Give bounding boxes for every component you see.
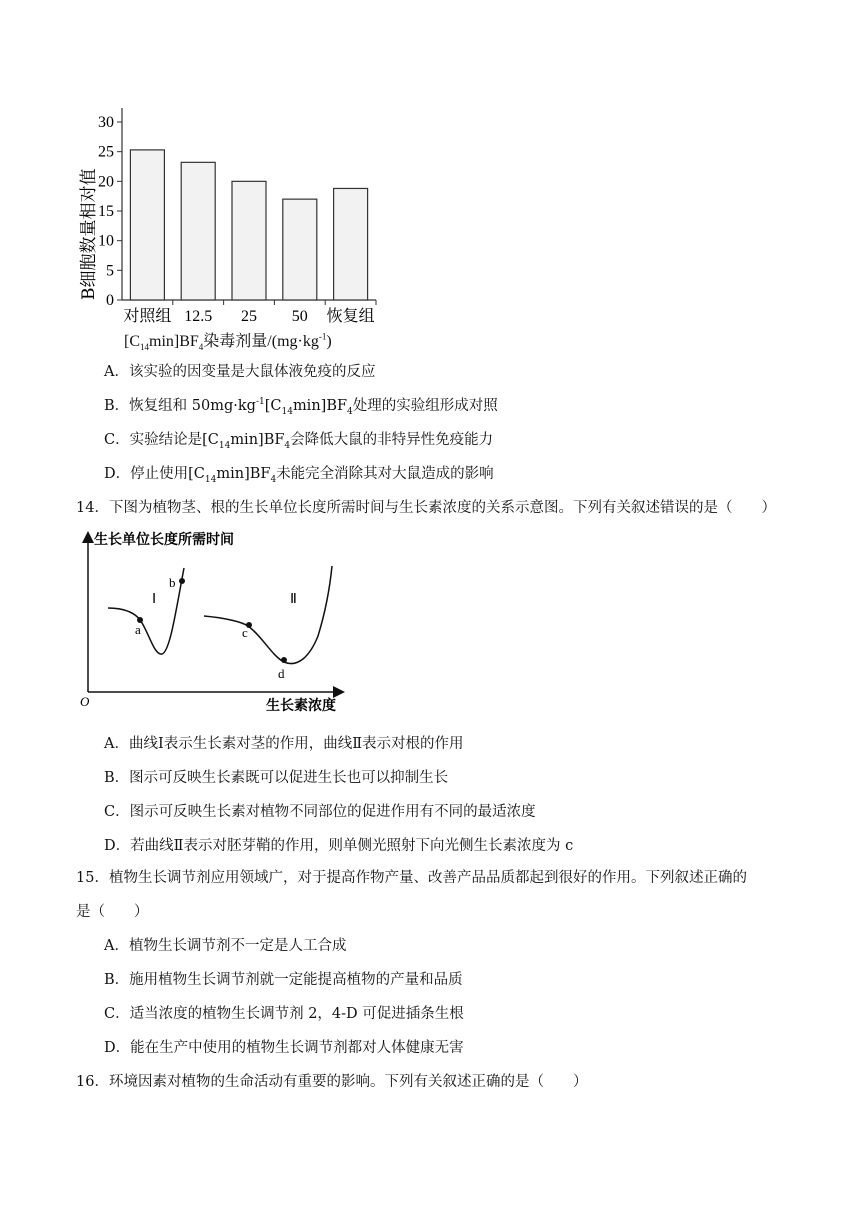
graph-y-label: 生长单位长度所需时间 xyxy=(94,532,234,548)
curve-2 xyxy=(204,566,332,664)
x-tick-label: 25 xyxy=(241,308,257,325)
point-d-dot xyxy=(281,657,287,663)
x-tick-label: 对照组 xyxy=(123,308,172,325)
q13-option-b: B．恢复组和 $50mg\cdot kg^{-1}[C_{14}\min]BF_4$处理的实验组形成对照 xyxy=(104,397,498,417)
q14-option-b: B．图示可反映生长素既可以促进生长也可以抑制生长 xyxy=(104,770,449,786)
point-c-label: c xyxy=(242,625,248,640)
graph-x-label: 生长素浓度 xyxy=(266,698,336,714)
point-b-dot xyxy=(179,578,185,584)
q14-stem: 14．下图为植物茎、根的生长单位长度所需时间与生长素浓度的关系示意图。下列有关叙述错误的是（ ） xyxy=(76,500,776,516)
graph-origin: O xyxy=(80,694,90,709)
x-tick-label: 12.5 xyxy=(184,308,213,325)
point-b-label: b xyxy=(169,575,176,590)
q14-option-c: C．图示可反映生长素对植物不同部位的促进作用有不同的最适浓度 xyxy=(104,804,536,820)
growth-graph xyxy=(76,526,356,718)
bar xyxy=(130,150,164,300)
q14-option-a: A．曲线Ⅰ表示生长素对茎的作用，曲线Ⅱ表示对根的作用 xyxy=(104,736,464,752)
curve-2-label: Ⅱ xyxy=(290,592,297,607)
q13-option-c: C．实验结论是$[C_{14}\min]BF_4$会降低大鼠的非特异性免疫能力 xyxy=(104,432,494,451)
q13-option-d: D．停止使用$[C_{14}\min]BF_4$未能完全消除其对大鼠造成的影响 xyxy=(104,466,494,485)
y-tick-label: 25 xyxy=(98,143,114,161)
y-axis-label: B细胞数量相对值 xyxy=(79,168,99,300)
x-tick-label: 50 xyxy=(291,308,308,325)
y-tick-label: 15 xyxy=(98,203,114,220)
growth-graph-svg xyxy=(76,526,356,718)
x-axis-label: $[C_{14}\min]BF_4$染毒剂量$/(mg\cdot kg^{-1})$ xyxy=(124,331,332,353)
y-tick-label: 20 xyxy=(98,173,114,191)
q15-option-c: C．适当浓度的植物生长调节剂 2，4-D 可促进插条生根 xyxy=(104,1006,464,1022)
bar xyxy=(283,199,317,300)
q15-option-a: A．植物生长调节剂不一定是人工合成 xyxy=(104,938,347,954)
bar-chart-svg xyxy=(76,100,386,353)
q16-stem: 16．环境因素对植物的生命活动有重要的影响。下列有关叙述正确的是（ ） xyxy=(76,1074,588,1090)
point-a-label: a xyxy=(135,622,141,637)
bar-chart xyxy=(76,100,386,353)
bar xyxy=(334,188,368,300)
bar xyxy=(232,181,266,300)
bar xyxy=(181,162,215,300)
q14-option-d: D．若曲线Ⅱ表示对胚芽鞘的作用，则单侧光照射下向光侧生长素浓度为 c xyxy=(104,838,574,854)
q15-stem-line1: 15．植物生长调节剂应用领域广，对于提高作物产量、改善产品品质都起到很好的作用。下列叙述正确的 xyxy=(76,870,747,886)
x-tick-label: 恢复组 xyxy=(326,308,375,325)
y-tick-label: 10 xyxy=(98,232,114,250)
y-tick-label: 30 xyxy=(98,114,114,131)
q15-option-d: D．能在生产中使用的植物生长调节剂都对人体健康无害 xyxy=(104,1040,464,1056)
curve-1-label: Ⅰ xyxy=(152,592,157,607)
point-d-label: d xyxy=(278,666,285,681)
q15-stem-line2: 是（ ） xyxy=(76,904,149,920)
q15-option-b: B．施用植物生长调节剂就一定能提高植物的产量和品质 xyxy=(104,972,463,988)
y-tick-label: 0 xyxy=(106,292,114,309)
q13-option-a: A．该实验的因变量是大鼠体液免疫的反应 xyxy=(104,364,376,380)
y-tick-label: 5 xyxy=(106,262,114,280)
